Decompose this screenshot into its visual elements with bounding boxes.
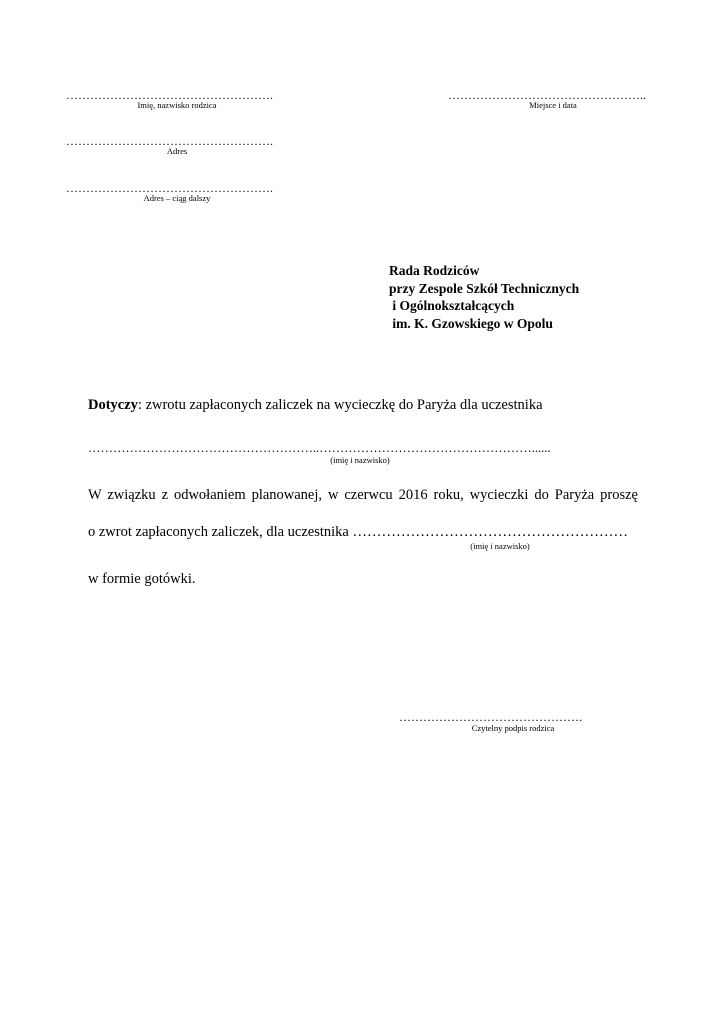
addressee-block [389, 262, 579, 332]
sender-address2-caption: Adres – ciąg dalszy [143, 193, 211, 203]
sender-name-block [66, 88, 288, 110]
signature-dots: ………………………………………. [399, 710, 582, 724]
subject-label: Dotyczy [88, 397, 138, 413]
body-line-3: w formie gotówki. [88, 571, 196, 587]
place-date-dots: ………………………………………….. [448, 88, 646, 102]
sender-address2-dots: ……………………………………………. [66, 181, 273, 195]
sender-address-dots: ……………………………………………. [66, 134, 273, 148]
sender-address-block [66, 134, 288, 156]
sender-name-caption: Imię, nazwisko rodzica [137, 100, 217, 110]
subject-dots: ………………………………………………..……………………………………………...... [88, 441, 551, 455]
place-date-block [448, 88, 658, 110]
place-date-caption: Miejsce i data [529, 100, 577, 110]
body-line-2-caption: (imię i nazwisko) [470, 541, 530, 551]
subject-caption: (imię i nazwisko) [330, 455, 390, 465]
sender-name-dots: ……………………………………………. [66, 88, 273, 102]
addressee-line-2: przy Zespole Szkół Technicznych [389, 280, 580, 296]
signature-caption: Czytelny podpis rodzica [471, 723, 555, 733]
sender-address-caption: Adres [166, 146, 188, 156]
addressee-line-4: im. K. Gzowskiego w Opolu [389, 315, 553, 331]
subject-line [88, 397, 543, 414]
signature-block [399, 710, 627, 733]
sender-address2-block [66, 181, 288, 203]
subject-text: : zwrotu zapłaconych zaliczek na wycieczkę do Paryża dla uczestnika [137, 397, 543, 413]
body-line-1: W związku z odwołaniem planowanej, w czerwcu 2016 roku, wycieczki do Paryża proszę [88, 487, 638, 503]
addressee-line-1: Rada Rodziców [389, 263, 480, 278]
addressee-line-3: i Ogólnokształcących [389, 298, 515, 313]
body-line-2: o zwrot zapłaconych zaliczek, dla uczestnika ………………………………………………… [88, 524, 628, 540]
